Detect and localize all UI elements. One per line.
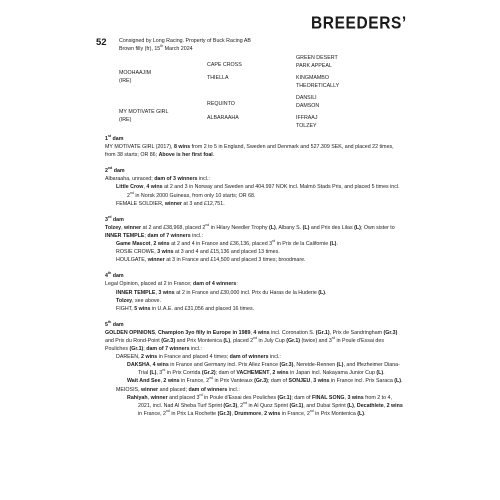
pedigree-sire-sire: CAPE CROSS [207,62,242,68]
second-dam-text: Albaraaha, unraced; dam of 3 winners incl.: [105,176,210,183]
first-dam-text: MY MOTIVATE GIRL (2017), 8 wins from 2 to 5 in England, Sweden and Denmark and 527.309 SEK, and placed 22 times, from 38 starts; OR 86; Above is her first foal. [105,144,394,159]
consignor-block [119,37,251,53]
third-dam-produce: Game Mascot, 2 wins at 2 and 4 in France and £36,136, placed 3rd in Prix de la Californie (L). [116,239,338,248]
pedigree-ggp-4: IFFRAAJ TOLZEY [296,115,318,129]
fifth-dam-grandproduce: Wait And See, 2 wins in France, 2nd in Prix Vanteaux (Gr.3); dam of SONJEU, 3 wins in France incl. Prix Saraca (L). [127,376,403,385]
second-dam-heading: 2nd dam [105,166,125,175]
fifth-dam-produce: DAREEN, 2 wins in France and placed 4 times; dam of winners incl.: [116,354,281,361]
second-dam-produce: Little Crow, 4 wins at 2 and 3 in Norway and Sweden and 404.997 NOK incl. Malmö Stads Pris, and placed 5 times incl. 2nd in Norsk 2000 Guineas, from only 10 starts; OR 68. [116,184,400,199]
pedigree-sire-dam: THIELLA [207,75,229,81]
third-dam-produce: ROSIE CROWE, 3 wins at 3 and 4 and £15,136 and placed 13 times. [116,249,280,256]
pedigree-ggp-2: KINGMAMBO THEORETICALLY [296,75,340,89]
fifth-dam-produce: MEIOSIS, winner and placed; dam of winners incl.: [116,386,240,393]
fourth-dam-text: Legal Opinion, placed at 2 in France; dam of 4 winners: [105,281,238,288]
breeders-logo: BREEDERS’ [311,14,407,34]
third-dam-produce: HOULGATE, winner at 3 in France and £14,500 and placed 3 times; broodmare. [116,257,306,264]
second-dam-produce: FEMALE SOLDIER, winner at 3 and £12,751. [116,200,225,207]
family-section [105,135,405,418]
pedigree-dam: MY MOTIVATE GIRL (IRE) [119,109,169,123]
pedigree-sire: MOOHAAJIM (IRE) [119,70,152,84]
fourth-dam-produce: INNER TEMPLE, 3 wins at 2 in France and £30,000 incl. Prix du Haras de la Huderie (L). [116,289,327,296]
fifth-dam-grandproduce: DAKSHA, 4 wins in France and Germany incl. Prix Allez France (Gr.3), Nereide-Rennen (L), and Iffezheimer Diana-Trial (L), 3rd in Prix Corrida (Gr.2); dam of VACHEMENT, 2 wins in Japan incl. Nakayama Junior Cup (L). [127,362,400,377]
fourth-dam-produce: FIGHT, 5 wins in U.A.E. and £31,056 and placed 16 times. [116,305,255,312]
horse-description: Brown filly (fr), 15th March 2024 [119,44,193,52]
first-dam-heading: 1st dam [105,134,124,142]
lot-number: 52 [96,37,107,48]
third-dam-heading: 3rd dam [105,214,124,223]
fifth-dam-grandproduce: Rahiyah, winner and placed 3rd in Poule d'Essai des Pouliches (Gr.1); dam of FINAL SONG, 3 wins from 2 to 4, 2021, incl. Nad Al Sheba Turf Sprint (Gr.3), 2nd in Al Quoz Sprint (Gr.1), and Dubai Sprint (L), Decathlete, 2 wins in France, 2nd in Prix La Rochette (Gr.3), Drummore, 2 wins in France, 2nd in Prix Montenica (L). [127,392,403,417]
pedigree-ggp-1: GREEN DESERT PARK APPEAL [296,55,338,69]
pedigree-dam-dam: ALBARAAHA [207,115,239,121]
fifth-dam-heading: 5th dam [105,320,124,328]
consigned-line: Consigned by Long Racing. Property of Buck Racing AB [119,38,251,44]
fourth-dam-produce: Tolzey, see above. [116,297,161,304]
fifth-dam-text: GOLDEN OPINIONS, Champion 3yo filly in Europe in 1989, 4 wins incl. Coronation S. (Gr.1), Prix de Sandringham (Gr.3) and Prix du Rond-Point (Gr.3) and Prix Montenica (L), placed 2nd in July Cup (Gr.1) (twice) and 3rd in Poule d'Essai des Pouliches (Gr.1); dam of 7 winners incl.: [105,329,398,353]
pedigree-dam-sire: REQUINTO [207,101,235,107]
third-dam-text: Tolzey, winner at 2 and £38,968, placed 2nd in Hilary Needler Trophy (L), Albany S. (L) and Prix des Lilas (L); Own sister to INNER TEMPLE; dam of 7 winners incl.: [105,223,395,239]
fourth-dam-heading: 4th dam [105,271,124,280]
pedigree-ggp-3: DANSILI DAMSON [296,95,320,109]
